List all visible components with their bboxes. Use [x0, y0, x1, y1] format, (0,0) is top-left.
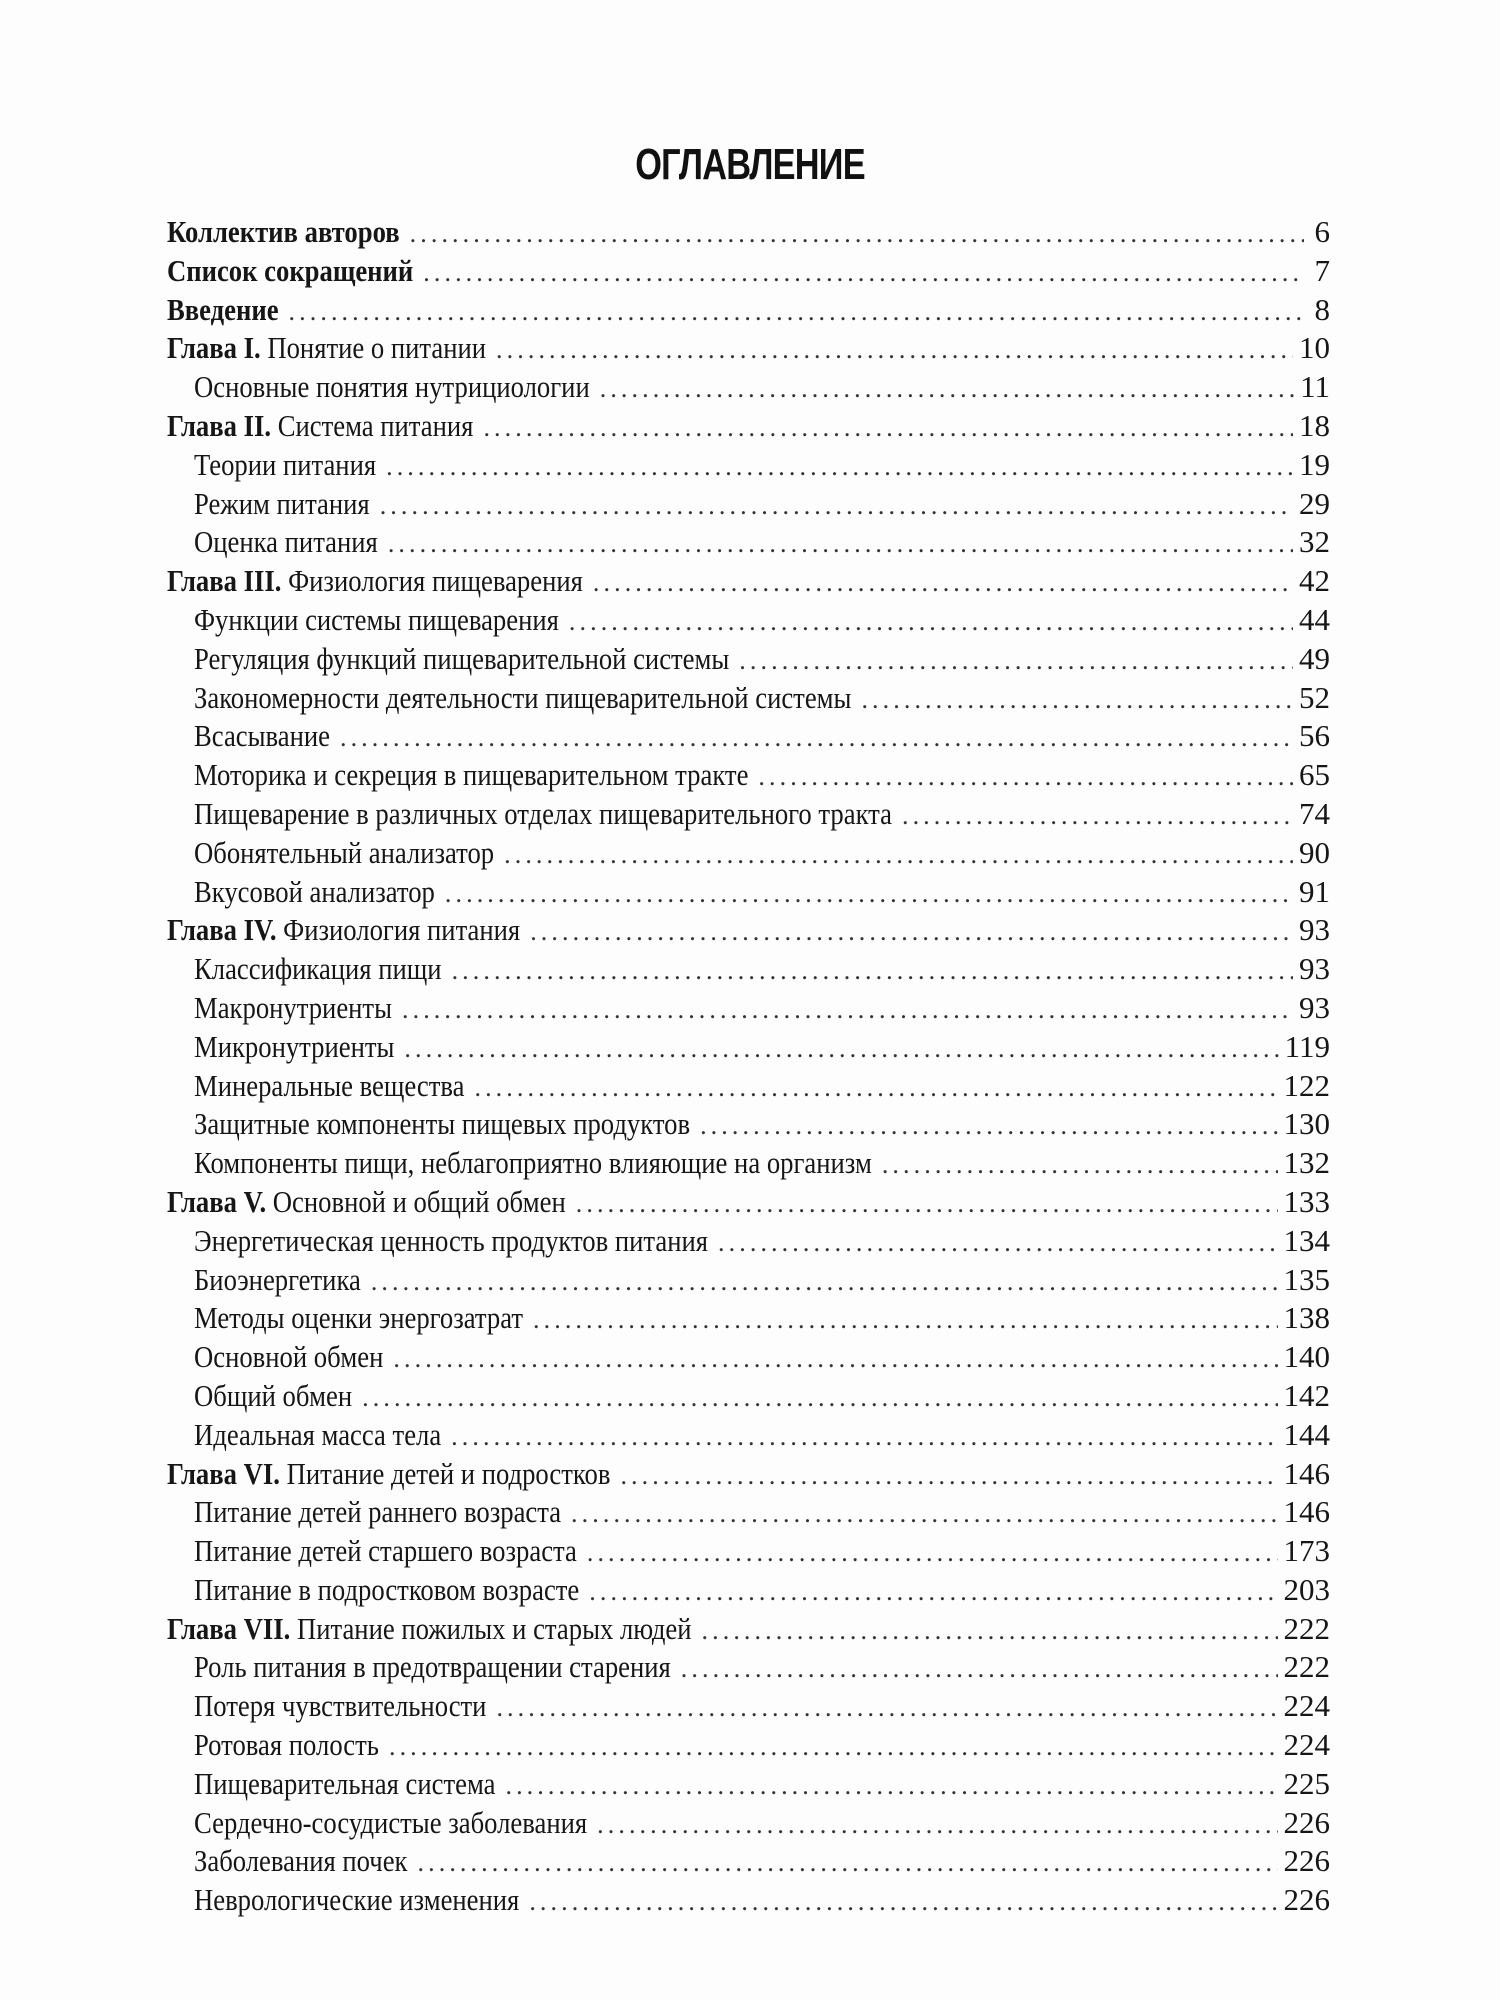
toc-entry-label	[194, 1105, 690, 1144]
toc-entry[interactable]	[167, 911, 1330, 950]
page-number: 90	[1299, 834, 1330, 870]
dot-leader	[758, 758, 1293, 797]
toc-entry-label	[194, 601, 559, 640]
toc-entry[interactable]	[167, 407, 1330, 446]
toc-entry-text: Основные понятия нутрициологии	[194, 369, 590, 405]
toc-entry-label	[194, 834, 494, 873]
toc-entry-text: Пищеварительная система	[194, 1765, 496, 1801]
toc-entry-label	[194, 523, 378, 562]
dot-leader	[593, 564, 1293, 603]
dot-leader	[418, 1844, 1278, 1883]
toc-entry-text: Режим питания	[194, 485, 370, 521]
dot-leader	[576, 1185, 1278, 1224]
toc-entry-text: Сердечно-сосудистые заболевания	[194, 1804, 588, 1840]
toc-entry-text: Регуляция функций пищеварительной системы	[194, 640, 730, 676]
toc-entry[interactable]	[167, 291, 1330, 330]
toc-entry-heading: Глава V.	[167, 1183, 267, 1219]
dot-leader	[340, 719, 1293, 758]
dot-leader	[371, 1263, 1278, 1302]
toc-entry-text: Биоэнергетика	[194, 1261, 361, 1297]
page-number: 93	[1299, 951, 1330, 987]
page-number: 32	[1299, 524, 1330, 560]
toc-entry[interactable]	[167, 562, 1330, 601]
toc-entry-label	[194, 1532, 577, 1571]
toc-subentry[interactable]	[167, 717, 1330, 756]
page-number: 56	[1299, 718, 1330, 754]
toc-entry-label	[194, 1881, 519, 1920]
dot-leader	[380, 487, 1293, 526]
page-number: 132	[1283, 1145, 1330, 1181]
dot-leader	[504, 836, 1293, 875]
page-number: 42	[1299, 563, 1330, 599]
toc-subentry[interactable]	[167, 1648, 1330, 1687]
toc-subentry[interactable]	[167, 1028, 1330, 1067]
toc-entry-label	[194, 950, 442, 989]
page-number: 49	[1299, 640, 1330, 676]
toc-entry-label	[194, 1571, 579, 1610]
page-number: 44	[1299, 601, 1330, 637]
toc-entry-label	[167, 1455, 610, 1494]
toc-entry-label	[194, 795, 892, 834]
toc-subentry[interactable]	[167, 368, 1330, 407]
toc-entry-label	[194, 1687, 486, 1726]
toc-subentry[interactable]	[167, 1338, 1330, 1377]
dot-leader	[393, 1340, 1277, 1379]
dot-leader	[402, 991, 1293, 1030]
toc-subentry[interactable]	[167, 1261, 1330, 1300]
toc-entry-text: Основной обмен	[194, 1339, 384, 1375]
toc-entry-text: Общий обмен	[194, 1377, 353, 1413]
page-number: 224	[1283, 1727, 1330, 1763]
dot-leader	[410, 215, 1304, 254]
page-number: 142	[1283, 1377, 1330, 1413]
toc-subentry[interactable]	[167, 1416, 1330, 1455]
toc-entry-label	[194, 1726, 379, 1765]
toc-entry-label	[194, 1377, 352, 1416]
dot-leader	[681, 1650, 1278, 1689]
toc-entry-text: Классификация пищи	[194, 951, 442, 987]
toc-subentry[interactable]	[167, 1726, 1330, 1765]
toc-entry-heading: Глава II.	[167, 407, 272, 443]
toc-entry-text: Оценка питания	[194, 524, 378, 560]
toc-entry-heading: Глава I.	[167, 330, 261, 366]
page-number: 91	[1299, 873, 1330, 909]
toc-entry-text: Компоненты пищи, неблагоприятно влияющие на организм	[194, 1145, 872, 1181]
page-number: 19	[1299, 446, 1330, 482]
page-number: 7	[1314, 252, 1330, 288]
dot-leader	[530, 913, 1293, 952]
toc-entry[interactable]	[167, 213, 1330, 252]
toc-entry-label	[194, 640, 729, 679]
toc-entry-label	[167, 911, 520, 950]
dot-leader	[882, 1146, 1278, 1185]
toc-entry-label	[194, 1765, 495, 1804]
toc-entry-label	[194, 1144, 872, 1183]
page-number: 93	[1299, 989, 1330, 1025]
dot-leader	[389, 1728, 1278, 1767]
page-number: 135	[1283, 1261, 1330, 1297]
toc-entry-label	[167, 1610, 692, 1649]
toc-entry-text: Функции системы пищеварения	[194, 601, 559, 637]
toc-entry-text: Энергетическая ценность продуктов питания	[194, 1222, 709, 1258]
page-number: 74	[1299, 795, 1330, 831]
toc-entry-label	[194, 1842, 408, 1881]
page-number: 11	[1300, 369, 1330, 405]
toc-entry-label	[167, 1183, 566, 1222]
page-number: 224	[1283, 1688, 1330, 1724]
toc-entry-label	[194, 1299, 523, 1338]
toc-entry-label	[194, 485, 370, 524]
toc-entry-text: Минеральные вещества	[194, 1067, 465, 1103]
toc-subentry[interactable]	[167, 485, 1330, 524]
toc-subentry[interactable]	[167, 1804, 1330, 1843]
dot-leader	[597, 1806, 1277, 1845]
toc-subentry[interactable]	[167, 679, 1330, 718]
toc-entry-label	[167, 213, 400, 252]
toc-entry-text: Потеря чувствительности	[194, 1688, 487, 1724]
toc-subentry[interactable]	[167, 1067, 1330, 1106]
toc-entry-heading: Коллектив авторов	[167, 214, 400, 249]
toc-subentry[interactable]	[167, 989, 1330, 1028]
toc-entry-heading: Введение	[167, 291, 279, 327]
toc-entry-label	[194, 717, 330, 756]
dot-leader	[445, 875, 1293, 914]
toc-entry-text: Методы оценки энергозатрат	[194, 1300, 524, 1336]
toc-subentry[interactable]	[167, 640, 1330, 679]
dot-leader	[496, 1689, 1277, 1728]
page-number: 173	[1283, 1533, 1330, 1569]
dot-leader	[861, 681, 1293, 720]
toc-entry-heading: Глава VI.	[167, 1455, 280, 1491]
toc-entry-text: Ротовая полость	[194, 1727, 379, 1763]
dot-leader	[505, 1767, 1277, 1806]
toc-entry-text: Физиология питания	[276, 912, 521, 948]
page-number: 133	[1283, 1183, 1330, 1219]
toc-entry-text: Пищеварение в различных отделах пищеварительного тракта	[194, 795, 892, 831]
toc-entry-label	[194, 1416, 441, 1455]
page-number: 119	[1284, 1028, 1330, 1064]
page-number: 146	[1283, 1494, 1330, 1530]
toc-entry-label	[167, 252, 413, 291]
toc-entry-heading: Глава III.	[167, 563, 282, 599]
toc-entry-text: Основной и общий обмен	[266, 1183, 566, 1219]
toc-subentry[interactable]	[167, 1842, 1330, 1881]
dot-leader	[589, 1573, 1277, 1612]
dot-leader	[496, 331, 1293, 370]
dot-leader	[700, 1107, 1277, 1146]
toc-entry-label	[194, 989, 392, 1028]
page-number: 144	[1283, 1416, 1330, 1452]
toc-entry-text: Роль питания в предотвращении старения	[194, 1649, 671, 1685]
dot-leader	[718, 1224, 1277, 1263]
toc-entry-label	[194, 1028, 394, 1067]
toc-subentry[interactable]	[167, 1144, 1330, 1183]
toc-entry-text: Моторика и секреция в пищеварительном тракте	[194, 757, 749, 793]
toc-entry-heading: Глава VII.	[167, 1610, 291, 1646]
toc-subentry[interactable]	[167, 873, 1330, 912]
page-number: 6	[1314, 214, 1330, 249]
toc-entry-label	[194, 1222, 708, 1261]
page-number: 226	[1283, 1843, 1330, 1879]
toc-entry-text: Закономерности деятельности пищеварительной системы	[194, 679, 852, 715]
page-number: 130	[1283, 1106, 1330, 1142]
page-number: 122	[1283, 1067, 1330, 1103]
toc-entry-label	[194, 368, 590, 407]
toc-entry-label	[194, 1648, 671, 1687]
dot-leader	[569, 603, 1293, 642]
dot-leader	[483, 409, 1293, 448]
toc-entry-label	[194, 446, 376, 485]
toc-subentry[interactable]	[167, 795, 1330, 834]
toc-subentry[interactable]	[167, 834, 1330, 873]
toc-entry-label	[167, 407, 473, 446]
dot-leader	[451, 1418, 1277, 1457]
dot-leader	[423, 254, 1304, 293]
toc-entry[interactable]	[167, 252, 1330, 291]
page-number: 146	[1283, 1455, 1330, 1491]
dot-leader	[474, 1069, 1277, 1108]
toc-entry-label	[194, 756, 748, 795]
toc-entry-text: Всасывание	[194, 718, 330, 754]
toc-entry-text: Обонятельный анализатор	[194, 834, 495, 870]
dot-leader	[702, 1612, 1278, 1651]
toc-entry-text: Защитные компоненты пищевых продуктов	[194, 1106, 691, 1142]
dot-leader	[600, 370, 1294, 409]
toc-subentry[interactable]	[167, 523, 1330, 562]
toc-subentry[interactable]	[167, 1881, 1330, 1920]
toc-entry-label	[194, 679, 851, 718]
toc-entry-label	[194, 1804, 587, 1843]
toc-entry-text: Идеальная масса тела	[194, 1416, 442, 1452]
toc-subentry[interactable]	[167, 1377, 1330, 1416]
toc-subentry[interactable]	[167, 1765, 1330, 1804]
page-number: 140	[1283, 1339, 1330, 1375]
dot-leader	[533, 1301, 1277, 1340]
page-number: 10	[1299, 330, 1330, 366]
page-number: 138	[1283, 1300, 1330, 1336]
toc-entry-text: Понятие о питании	[260, 330, 487, 366]
dot-leader	[620, 1457, 1277, 1496]
toc-entry-text: Теории питания	[194, 446, 377, 482]
page-number: 65	[1299, 757, 1330, 793]
toc-entry-label	[167, 562, 583, 601]
page-number: 226	[1283, 1882, 1330, 1918]
toc-subentry[interactable]	[167, 1493, 1330, 1532]
toc-entry-label	[167, 291, 279, 330]
page-number: 29	[1299, 485, 1330, 521]
dot-leader	[452, 952, 1293, 991]
page-number: 8	[1314, 291, 1330, 327]
dot-leader	[587, 1534, 1278, 1573]
toc-entry[interactable]	[167, 1610, 1330, 1649]
toc-entry-text: Питание детей раннего возраста	[194, 1494, 562, 1530]
toc-entry-text: Питание пожилых и старых людей	[290, 1610, 692, 1646]
toc-entry-label	[194, 1338, 383, 1377]
toc-subentry[interactable]	[167, 601, 1330, 640]
dot-leader	[571, 1495, 1277, 1534]
page-number: 18	[1299, 407, 1330, 443]
toc-subentry[interactable]	[167, 1571, 1330, 1610]
toc-subentry[interactable]	[167, 446, 1330, 485]
toc-entry-text: Неврологические изменения	[194, 1882, 520, 1918]
toc-subentry[interactable]	[167, 756, 1330, 795]
toc-entry-text: Физиология пищеварения	[281, 563, 583, 599]
toc-subentry[interactable]	[167, 1222, 1330, 1261]
dot-leader	[404, 1030, 1278, 1069]
page-number: 222	[1283, 1610, 1330, 1646]
toc-entry[interactable]	[167, 329, 1330, 368]
dot-leader	[739, 642, 1293, 681]
toc-entry-text: Питание детей старшего возраста	[194, 1533, 577, 1569]
toc-entry-label	[194, 873, 435, 912]
toc-subentry[interactable]	[167, 1532, 1330, 1571]
toc-entry-text: Система питания	[271, 407, 474, 443]
toc-entry-text: Заболевания почек	[194, 1843, 408, 1879]
toc-subentry[interactable]	[167, 1687, 1330, 1726]
page-number: 225	[1283, 1765, 1330, 1801]
toc-entry-heading: Глава IV.	[167, 912, 277, 948]
page-number: 93	[1299, 912, 1330, 948]
toc-entry[interactable]	[167, 1183, 1330, 1222]
dot-leader	[902, 797, 1293, 836]
toc-entry-label	[194, 1493, 561, 1532]
toc-title: ОГЛАВЛЕНИЕ	[635, 140, 865, 189]
page-number: 222	[1283, 1649, 1330, 1685]
toc-subentry[interactable]	[167, 950, 1330, 989]
page-number: 134	[1283, 1222, 1330, 1258]
toc-entry-text: Питание в подростковом возрасте	[194, 1571, 580, 1607]
table-of-contents	[167, 213, 1330, 1920]
toc-entry-text: Макронутриенты	[194, 989, 392, 1025]
toc-entry-text: Вкусовой анализатор	[194, 873, 435, 909]
toc-entry-label	[167, 329, 486, 368]
toc-entry-label	[194, 1067, 464, 1106]
toc-subentry[interactable]	[167, 1299, 1330, 1338]
dot-leader	[289, 293, 1304, 332]
dot-leader	[388, 525, 1293, 564]
page-number: 203	[1283, 1571, 1330, 1607]
page-number: 226	[1283, 1804, 1330, 1840]
dot-leader	[386, 448, 1293, 487]
toc-entry-text: Микронутриенты	[194, 1028, 395, 1064]
toc-entry[interactable]	[167, 1455, 1330, 1494]
toc-entry-heading: Список сокращений	[167, 252, 414, 288]
dot-leader	[362, 1379, 1277, 1418]
page-number: 52	[1299, 679, 1330, 715]
dot-leader	[529, 1883, 1277, 1922]
toc-subentry[interactable]	[167, 1105, 1330, 1144]
toc-entry-text: Питание детей и подростков	[279, 1455, 611, 1491]
toc-entry-label	[194, 1261, 361, 1300]
